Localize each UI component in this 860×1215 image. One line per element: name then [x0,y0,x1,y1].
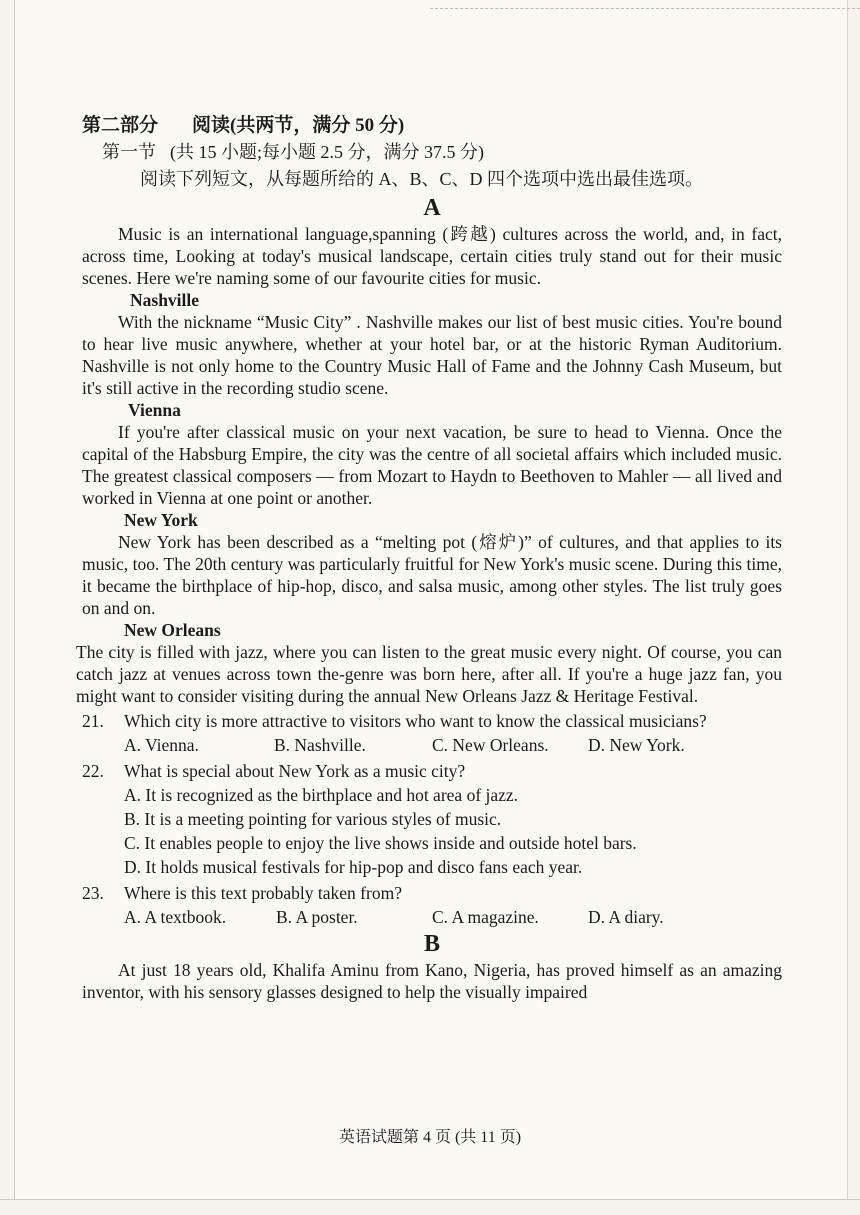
city-text-nashville: With the nickname “Music City” . Nashville makes our list of best music cities. You're bound to hear live music anywhere, whether at your hotel bar, or at the historic Ryman Auditorium. Nashville is not only home to the Country Music Hall of Fame and the Johnny Cash Museum, but it's still active in the recording studio scene. [82,312,782,398]
option-b: B. Nashville. [274,735,366,755]
exam-content [76,112,782,1003]
option-a: A. A textbook. [124,907,227,927]
section-name: 第一节 [102,142,156,162]
option-c: C. New Orleans. [432,735,549,755]
page-footer: 英语试题第 4 页 (共 11 页) [338,1129,522,1146]
question-21-options [82,733,782,757]
city-heading-new-orleans: New Orleans [124,620,221,640]
option-d: D. It holds musical festivals for hip-pop and disco fans each year. [124,857,583,877]
option-a: A. It is recognized as the birthplace and hot area of jazz. [124,785,519,805]
city-heading-nashville: Nashville [130,290,200,310]
part-name: 第二部分 [82,115,159,136]
passage-a-intro: Music is an international language,spanning (跨越) cultures across the world, and, in fact, across time, Looking at today's musical landscape, certain cities truly stand out for their music scenes. Here we're naming some of our favourite cities for music. [82,224,782,288]
option-b: B. A poster. [276,907,358,927]
part-heading [82,112,782,139]
question-stem: What is special about New York as a music city? [124,761,466,781]
question-stem: Which city is more attractive to visitors who want to know the classical musicians? [124,711,707,731]
top-dashed-rule [430,8,860,9]
section-description: (共 15 小题;每小题 2.5 分，满分 37.5 分) [170,142,484,162]
option-b: B. It is a meeting pointing for various styles of music. [124,809,502,829]
question-21 [82,709,782,733]
option-a: A. Vienna. [124,735,199,755]
question-23 [82,881,782,905]
question-22 [82,759,782,783]
passage-a-label: A [423,195,441,221]
question-stem: Where is this text probably taken from? [124,883,402,903]
question-number: 21. [82,711,104,731]
option-c: C. It enables people to enjoy the live shows inside and outside hotel bars. [124,833,637,853]
question-number: 23. [82,883,104,903]
question-22-options [82,783,782,879]
city-heading-vienna: Vienna [128,400,181,420]
city-heading-new-york: New York [124,510,198,530]
city-text-vienna: If you're after classical music on your next vacation, be sure to head to Vienna. Once the capital of the Habsburg Empire, the city was the centre of all societal affairs which included music. The greatest classical composers — from Mozart to Haydn to Beethoven to Mahler — all lived and worked in Vienna at one point or another. [82,422,782,508]
bottom-rule [0,1199,860,1200]
city-text-new-york: New York has been described as a “melting pot (熔炉)” of cultures, and that applies to its music, too. The 20th century was particularly fruitful for New York's music scene. During this time, it became the birthplace of hip-hop, disco, and salsa music, among other styles. The list truly goes on and on. [82,532,782,618]
city-text-new-orleans: The city is filled with jazz, where you can listen to the great music every night. Of course, you can catch jazz at venues across town the-genre was born here, after all. If you're a huge jazz fan, you might want to consider visiting during the annual New Orleans Jazz & Heritage Festival. [76,642,782,706]
option-c: C. A magazine. [432,907,539,927]
passage-b-label: B [423,931,440,957]
question-number: 22. [82,761,104,781]
instruction: 阅读下列短文，从每题所给的 A、B、C、D 四个选项中选出最佳选项。 [140,169,704,189]
section-heading [82,139,782,165]
question-23-options [82,905,782,929]
part-description: 阅读(共两节，满分 50 分) [192,115,405,136]
passage-b-text: At just 18 years old, Khalifa Aminu from Kano, Nigeria, has proved himself as an amazing inventor, with his sensory glasses designed to help the visually impaired [82,960,782,1002]
option-d: D. New York. [588,735,685,755]
option-d: D. A diary. [588,907,664,927]
